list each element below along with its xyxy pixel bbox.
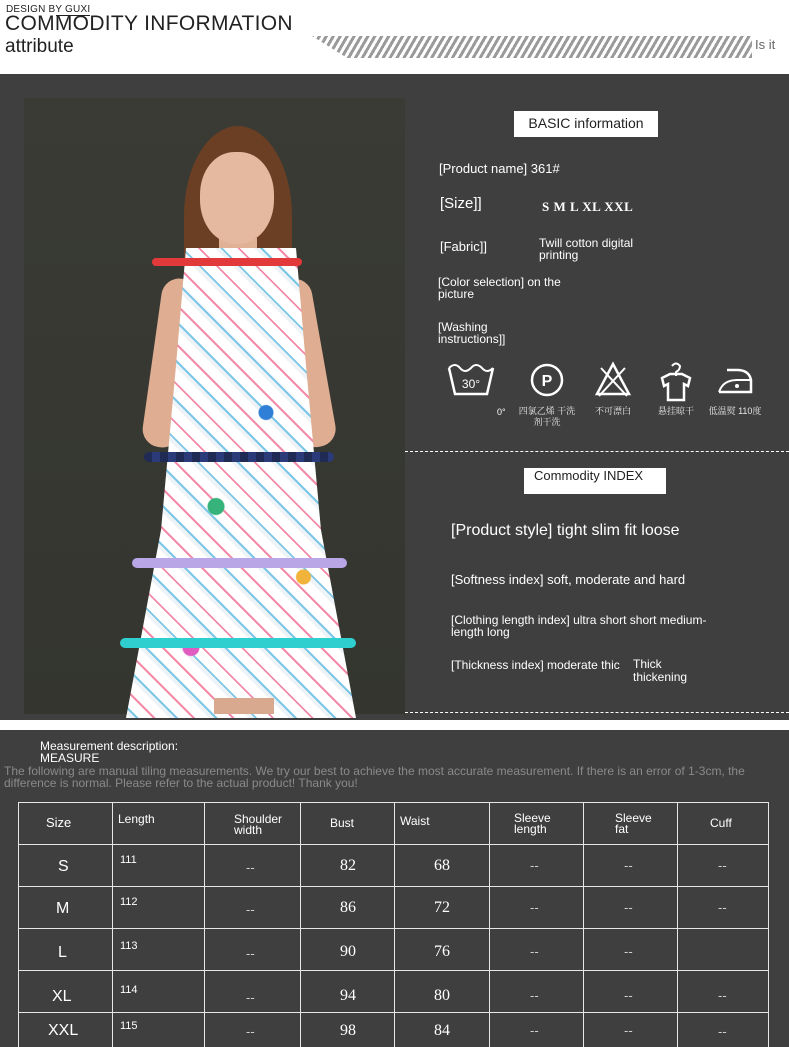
section-gap <box>0 720 789 730</box>
measurement-note: The following are manual tiling measurements. We try our best to achieve the most accurate measurement. If there is an error of 1-3cm, the difference is normal. Please refer to the actual product! Thank you! <box>4 764 745 790</box>
no-bleach-label: 不可漂白 <box>594 406 631 416</box>
measurement-title: Measurement description: MEASURE <box>40 739 179 765</box>
product-name: [Product name] 361# <box>439 161 560 176</box>
row-l-bust: 90 <box>340 943 356 960</box>
dress-trim-lilac <box>132 558 347 568</box>
softness-index: [Softness index] soft, moderate and hard <box>451 572 686 587</box>
decorative-stripe <box>312 36 752 58</box>
row-l-sleeve-fat: -- <box>624 944 633 959</box>
care-hang-dry <box>646 360 706 417</box>
hang-dry-icon <box>654 360 698 404</box>
row-s-shoulder: -- <box>246 860 255 875</box>
care-dry-clean <box>517 360 577 428</box>
row-m-length: 112 <box>120 896 138 908</box>
basic-information-tab: BASIC information <box>514 111 658 137</box>
row-xl-sleeve-length: -- <box>530 988 539 1003</box>
row-xxl-size: XXL <box>48 1022 79 1039</box>
row-l-length: 113 <box>120 940 138 952</box>
page-header <box>0 0 789 74</box>
col-header-sleeve-length: Sleeve length <box>514 811 551 836</box>
row-l-size: L <box>58 944 67 961</box>
dress-trim-red <box>152 258 302 266</box>
commodity-index-tab: Commodity INDEX <box>524 468 666 494</box>
row-l-shoulder: -- <box>246 946 255 961</box>
row-s-bust: 82 <box>340 857 356 874</box>
divider-dashed-bottom <box>405 712 789 713</box>
row-m-sleeve-fat: -- <box>624 900 633 915</box>
wash-30-icon <box>445 360 497 400</box>
product-info-panel <box>0 74 789 720</box>
care-iron <box>705 360 765 417</box>
product-photo <box>24 98 405 714</box>
row-xl-cuff: -- <box>718 988 727 1003</box>
dress-trim-navy <box>144 452 334 462</box>
row-s-cuff: -- <box>718 858 727 873</box>
row-xxl-sleeve-length: -- <box>530 1023 539 1038</box>
size-values: S M L XL XXL <box>542 199 634 214</box>
col-header-sleeve-fat: Sleeve fat <box>615 811 652 836</box>
washing-instructions: [Washing instructions]] <box>438 320 506 346</box>
measurement-section <box>0 730 789 1047</box>
header-corner-text: Is it <box>755 37 776 52</box>
wash-temperature: 30° <box>461 377 481 391</box>
row-xxl-length: 115 <box>120 1020 138 1032</box>
color-selection: [Color selection] on the picture <box>438 275 561 301</box>
model-legs <box>214 698 274 714</box>
row-xl-waist: 80 <box>434 987 450 1004</box>
col-header-size: Size <box>46 815 72 830</box>
row-l-waist: 76 <box>434 943 450 960</box>
iron-icon <box>713 360 757 400</box>
hang-dry-label: 悬挂晾干 <box>657 406 694 416</box>
model-face <box>200 152 274 244</box>
row-xxl-shoulder: -- <box>246 1024 255 1039</box>
row-m-size: M <box>56 900 70 917</box>
fabric-value: Twill cotton digital printing <box>539 236 634 262</box>
row-m-sleeve-length: -- <box>530 900 539 915</box>
no-bleach-icon <box>593 360 633 400</box>
row-s-size: S <box>58 858 69 875</box>
row-m-waist: 72 <box>434 899 450 916</box>
col-header-shoulder: Shoulder width <box>234 812 283 837</box>
iron-label: 低温熨 110度 <box>708 406 762 416</box>
row-xxl-bust: 98 <box>340 1022 356 1039</box>
col-header-waist: Waist <box>400 814 430 828</box>
col-header-cuff: Cuff <box>710 816 732 830</box>
col-header-length: Length <box>118 812 155 826</box>
col-header-bust: Bust <box>330 816 355 830</box>
row-m-shoulder: -- <box>246 902 255 917</box>
wash-temperature-extra: 0° <box>497 407 506 417</box>
row-xxl-sleeve-fat: -- <box>624 1023 633 1038</box>
thickness-extra: Thick thickening <box>633 657 688 684</box>
row-xl-bust: 94 <box>340 987 356 1004</box>
row-s-length: 111 <box>120 854 137 866</box>
dress-trim-teal <box>120 638 356 648</box>
care-no-bleach <box>583 360 643 417</box>
row-xl-size: XL <box>52 988 72 1005</box>
row-xl-length: 114 <box>120 984 138 996</box>
page-title: COMMODITY INFORMATION <box>5 12 293 35</box>
dry-clean-p-icon <box>527 360 567 400</box>
dry-clean-label: 四氯乙烯 干洗剂干洗 <box>518 406 576 427</box>
row-s-sleeve-length: -- <box>530 858 539 873</box>
divider-dashed <box>405 451 789 452</box>
care-wash <box>441 360 501 400</box>
row-s-sleeve-fat: -- <box>624 858 633 873</box>
row-xxl-waist: 84 <box>434 1022 450 1039</box>
row-xl-sleeve-fat: -- <box>624 988 633 1003</box>
row-xxl-cuff: -- <box>718 1024 727 1039</box>
row-m-cuff: -- <box>718 900 727 915</box>
design-by-label: DESIGN BY GUXI <box>6 4 91 15</box>
row-m-bust: 86 <box>340 899 356 916</box>
svg-text:P: P <box>541 373 553 390</box>
clothing-length-index: [Clothing length index] ultra short short medium-length long <box>451 613 707 639</box>
size-label: [Size]] <box>440 195 482 212</box>
row-s-waist: 68 <box>434 857 450 874</box>
page-subtitle: attribute <box>5 36 74 57</box>
fabric-label: [Fabric]] <box>440 239 487 254</box>
product-style: [Product style] tight slim fit loose <box>451 522 680 539</box>
size-table <box>18 802 769 1047</box>
row-xl-shoulder: -- <box>246 990 255 1005</box>
row-l-sleeve-length: -- <box>530 944 539 959</box>
thickness-index: [Thickness index] moderate thic <box>451 658 620 672</box>
